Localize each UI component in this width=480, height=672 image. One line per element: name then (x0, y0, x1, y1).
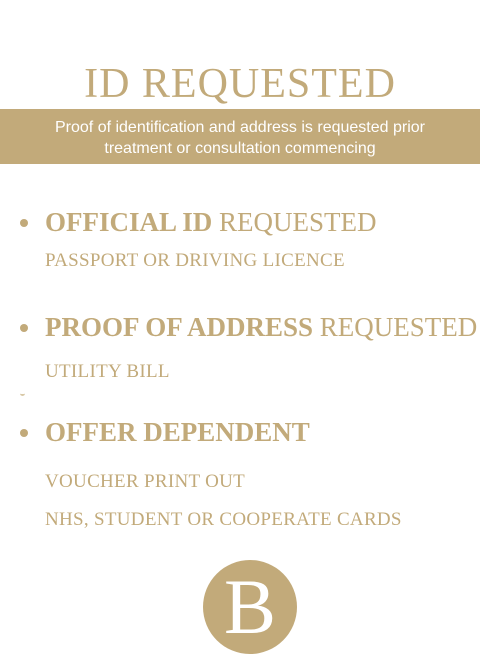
brand-logo: B (203, 560, 297, 654)
offer-dependent-detail-2: NHS, STUDENT OR COOPERATE CARDS (45, 509, 402, 530)
bullet-icon (20, 429, 28, 437)
heading-light: REQUESTED (219, 207, 377, 237)
banner-line-2: treatment or consultation commencing (104, 140, 376, 157)
official-id-heading (45, 206, 377, 238)
bullet-icon (20, 324, 28, 332)
heading-light: REQUESTED (319, 312, 478, 342)
bullet-icon (20, 219, 28, 227)
proof-of-address-heading (45, 311, 477, 343)
official-id-detail: PASSPORT OR DRIVING LICENCE (45, 250, 345, 271)
offer-dependent-detail-1: VOUCHER PRINT OUT (45, 471, 246, 492)
heading-bold: PROOF OF ADDRESS (45, 312, 314, 342)
decorative-mark (20, 391, 25, 396)
banner-line-1: Proof of identification and address is requested prior (55, 119, 425, 136)
offer-dependent-heading (45, 416, 310, 448)
proof-of-address-detail: UTILITY BILL (45, 361, 170, 382)
page-title: ID REQUESTED (84, 61, 396, 108)
heading-bold: OFFER DEPENDENT (45, 417, 310, 447)
info-banner (0, 109, 480, 164)
heading-bold: OFFICIAL ID (45, 207, 213, 237)
